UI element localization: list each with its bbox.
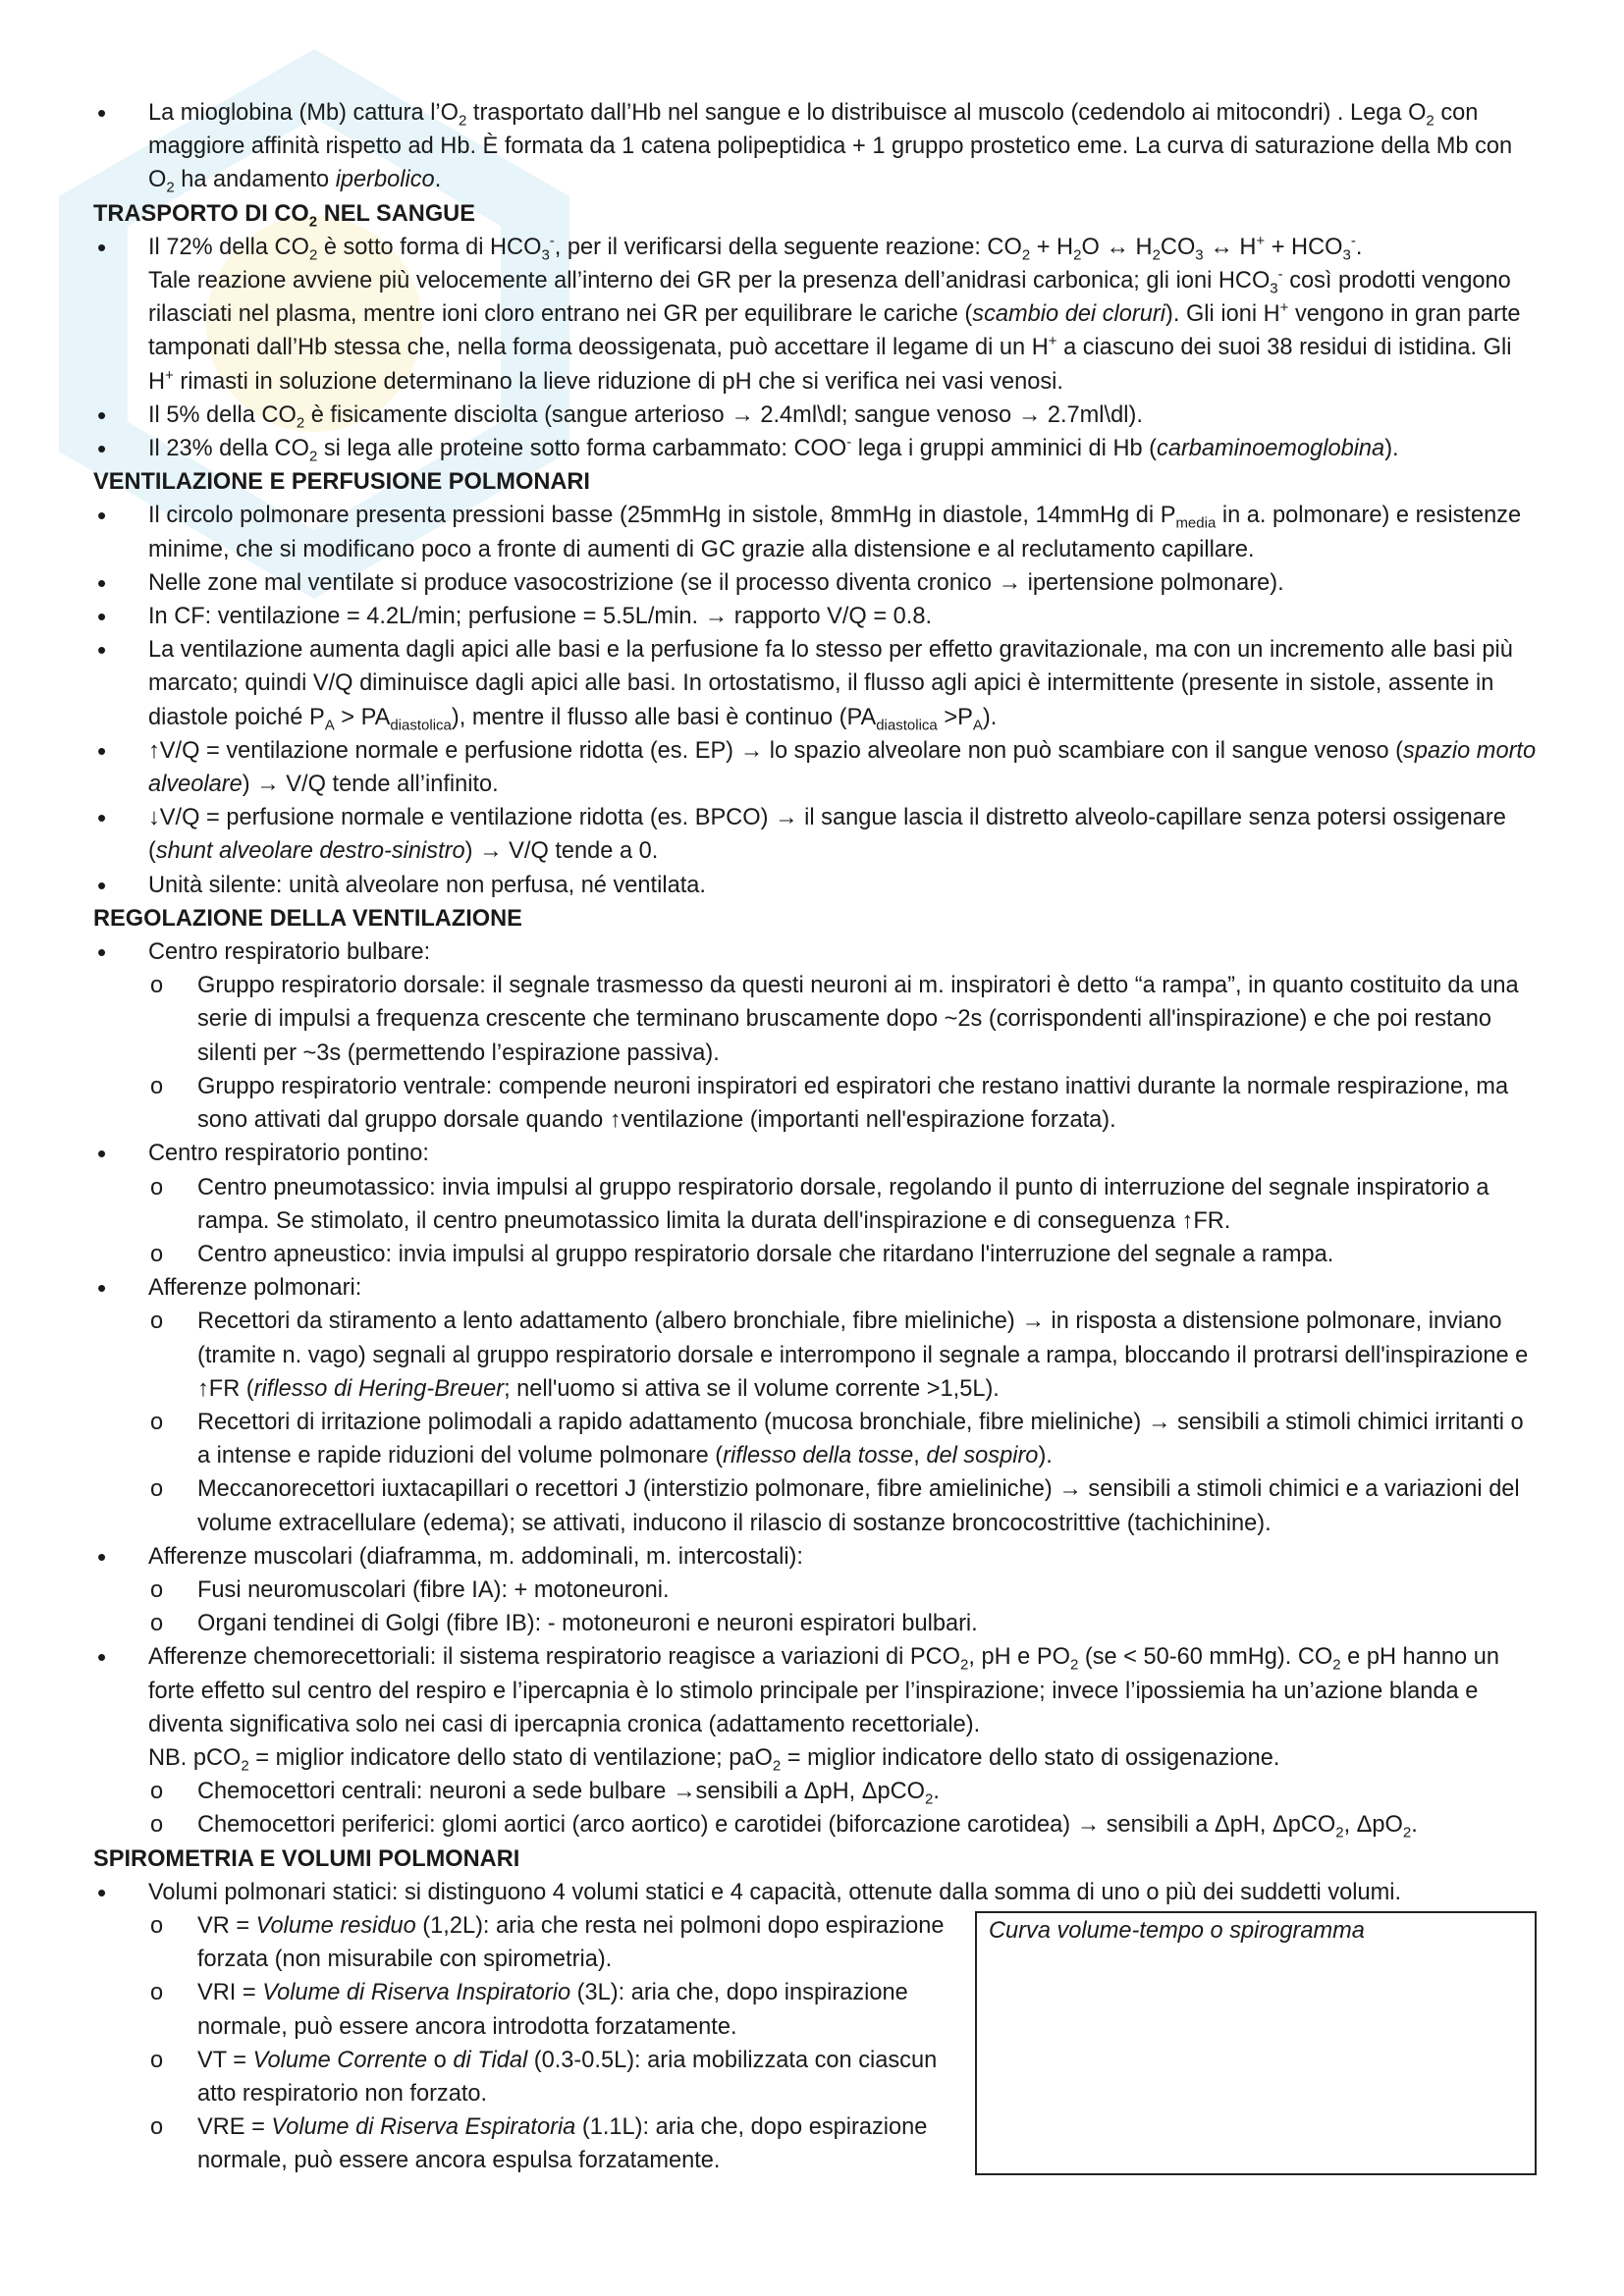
list-item: • Afferenze polmonari: [93,1271,1537,1305]
list-item: • La mioglobina (Mb) cattura $l’O_2$ trasportato dall’Hb nel sangue e lo distribuisce al muscolo (cedendolo ai mitocondri) . Lega $O_2$ con maggiore affinità rispetto ad Hb. È formata da 1 catena polipeptidica + 1 gruppo prostetico eme. La curva di saturazione della Mb con $O_2$ ha andamento iperbolico. [93,96,1537,197]
section-heading-co2: TRASPORTO DI $CO_2$ NEL SANGUE [93,200,475,231]
sub-list-item: o Chemocettori periferici: glomi aortici (arco aortico) e carotidei (biforcazione carotidea) → sensibili a ΔpH, ΔpCO$_2$, ΔpO$_2$. [93,1808,1537,1842]
sub-list-item: o Fusi neuromuscolari (fibre IA): + motoneuroni. [93,1574,1537,1607]
sub-list-item: o VT = Volume Corrente o di Tidal (0.3-0.5L): aria mobilizzata con ciascun atto respiratorio non forzato. [93,2044,957,2110]
list-item: • In CF: ventilazione = 4.2L/min; perfusione = 5.5L/min. → rapporto V/Q = 0.8. [93,600,1537,633]
sub-list-item: o Centro apneustico: invia impulsi al gruppo respiratorio dorsale che ritardano l'interruzione del segnale a rampa. [93,1238,1537,1271]
sub-list-item: o Chemocettori centrali: neuroni a sede bulbare →sensibili a ΔpH, ΔpCO$_2$. [93,1775,1537,1808]
section-heading-regolazione: REGOLAZIONE DELLA VENTILAZIONE [93,905,522,932]
list-item: • Afferenze chemorecettoriali: il sistema respiratorio reagisce a variazioni di $PCO_2$, pH e $PO_2$ (se < 50-60 mmHg). $CO_2$ e pH hanno un forte effetto sul centro del respiro e l’ipercapnia è lo stimolo principale per l’inspirazione; invece l’ipossiemia ha un’azione blanda e diventa significativa solo nei casi di ipercapnia cronica (adattamento recettoriale). NB. pCO$_2$ = miglior indicatore dello stato di ventilazione; paO$_2$ = miglior indicatore dello stato di ossigenazione. [93,1640,1537,1775]
figure-caption: Curva volume-tempo o spirogramma [989,1917,1365,1944]
co2-list [93,231,1537,465]
list-item: • Il 72% della $CO_2$ è sotto forma di $HCO_3^-$, per il verificarsi della seguente reazione: $CO_2 + H_2O$ ↔ $H_2CO_3$ ↔ $H^+ + HCO_3^-$. Tale reazione avviene più velocemente all’interno dei GR per la presenza dell’anidrasi carbonica; gli ioni $HCO_3^-$ così prodotti vengono rilasciati nel plasma, mentre ioni cloro entrano nei GR per equilibrare le cariche (scambio dei cloruri). Gli ioni H+ vengono in gran parte tamponati dall’Hb stessa che, nella forma deossigenata, può accettare il legame di un H+ a ciascuno dei suoi 38 residui di istidina. Gli H+ rimasti in soluzione determinano la lieve riduzione di pH che si verifica nei vasi venosi. [93,231,1537,399]
list-item: • Il circolo polmonare presenta pressioni basse (25mmHg in sistole, 8mmHg in diastole, 14mmHg di $P_{media}$ in a. polmonare) e resistenze minime, che si modificano poco a fronte di aumenti di GC grazie alla distensione e al reclutamento capillare. [93,499,1537,565]
spirogram-figure-box [975,1911,1537,2175]
spirometria-list [93,1876,1537,1909]
sub-list-item: o Gruppo respiratorio dorsale: il segnale trasmesso da questi neuroni ai m. inspiratori è detto “a rampa”, in quanto costituito da una serie di impulsi a frequenza crescente che terminano bruscamente dopo ~2s (corrispondenti all'inspirazione) e che poi restano silenti per ~3s (permettendo l’espirazione passiva). [93,969,1537,1070]
list-item: • ↓V/Q = perfusione normale e ventilazione ridotta (es. BPCO) → il sangue lascia il distretto alveolo-capillare senza potersi ossigenare (shunt alveolare destro-sinistro) → V/Q tende a 0. [93,801,1537,868]
sub-list-item: o Recettori di irritazione polimodali a rapido adattamento (mucosa bronchiale, fibre mieliniche) → sensibili a stimoli chimici irritanti o a intense e rapide riduzioni del volume polmonare (riflesso della tosse, del sospiro). [93,1406,1537,1472]
list-item: • Unità silente: unità alveolare non perfusa, né ventilata. [93,869,1537,902]
regolazione-list [93,935,1537,1842]
list-item: • Afferenze muscolari (diaframma, m. addominali, m. intercostali): [93,1540,1537,1574]
sub-list-item: o VRE = Volume di Riserva Espiratoria (1.1L): aria che, dopo espirazione normale, può essere ancora espulsa forzatamente. [93,2110,957,2177]
list-item: • Il 5% della $CO_2$ è fisicamente disciolta (sangue arterioso → 2.4ml\dl; sangue venoso → 2.7ml\dl). [93,399,1537,432]
list-item: • La ventilazione aumenta dagli apici alle basi e la perfusione fa lo stesso per effetto gravitazionale, ma con un incremento alle basi più marcato; quindi V/Q diminuisce dagli apici alle basi. In ortostatismo, il flusso agli apici è intermittente (presente in sistole, assente in diastole poiché $P_A > PA_{diastolica}$), mentre il flusso alle basi è continuo $(PA_{diastolica} >P_A)$. [93,633,1537,734]
list-item: • ↑V/Q = ventilazione normale e perfusione ridotta (es. EP) → lo spazio alveolare non può scambiare con il sangue venoso (spazio morto alveolare) → V/Q tende all’infinito. [93,734,1537,801]
sub-list-item: o Gruppo respiratorio ventrale: compende neuroni inspiratori ed espiratori che restano inattivi durante la normale respirazione, ma sono attivati dal gruppo dorsale quando ↑ventilazione (importanti nell'espirazione forzata). [93,1070,1537,1137]
list-item: • Centro respiratorio bulbare: [93,935,1537,969]
sub-list-item: o VRI = Volume di Riserva Inspiratorio (3L): aria che, dopo inspirazione normale, può essere ancora introdotta forzatamente. [93,1976,957,2043]
sub-list-item: o Meccanorecettori iuxtacapillari o recettori J (interstizio polmonare, fibre amieliniche) → sensibili a stimoli chimici e a variazioni del volume extracellulare (edema); se attivati, inducono il rilascio di sostanze broncocostrittive (tachichinine). [93,1472,1537,1539]
document-page [93,96,1537,2178]
section-heading-spirometria: SPIROMETRIA E VOLUMI POLMONARI [93,1845,520,1872]
section-heading-ventilazione: VENTILAZIONE E PERFUSIONE POLMONARI [93,469,590,496]
volumes-list [93,1909,957,2178]
list-item: • Volumi polmonari statici: si distinguono 4 volumi statici e 4 capacità, ottenute dalla somma di uno o più dei suddetti volumi. [93,1876,1537,1909]
list-item: • Il 23% della $CO_2$ si lega alle proteine sotto forma carbammato: COO- lega i gruppi amminici di Hb (carbaminoemoglobina). [93,432,1537,465]
sub-list-item: o Organi tendinei di Golgi (fibre IB): - motoneuroni e neuroni espiratori bulbari. [93,1607,1537,1640]
list-item: • Centro respiratorio pontino: [93,1137,1537,1170]
volumes-and-figure [93,1909,1537,2178]
mioglobina-section [93,96,1537,197]
sub-list-item: o VR = Volume residuo (1,2L): aria che resta nei polmoni dopo espirazione forzata (non misurabile con spirometria). [93,1909,957,1976]
sub-list-item: o Centro pneumotassico: invia impulsi al gruppo respiratorio dorsale, regolando il punto di interruzione del segnale inspiratorio a rampa. Se stimolato, il centro pneumotassico limita la durata dell'inspirazione e di conseguenza ↑FR. [93,1171,1537,1238]
ventilazione-list [93,499,1537,901]
list-item: • Nelle zone mal ventilate si produce vasocostrizione (se il processo diventa cronico → ipertensione polmonare). [93,566,1537,600]
sub-list-item: o Recettori da stiramento a lento adattamento (albero bronchiale, fibre mieliniche) → in risposta a distensione polmonare, inviano (tramite n. vago) segnali al gruppo respiratorio dorsale e interrompono il segnale a rampa, bloccando il protrarsi dell'inspirazione e ↑FR (riflesso di Hering-Breuer; nell'uomo si attiva se il volume corrente >1,5L). [93,1305,1537,1406]
